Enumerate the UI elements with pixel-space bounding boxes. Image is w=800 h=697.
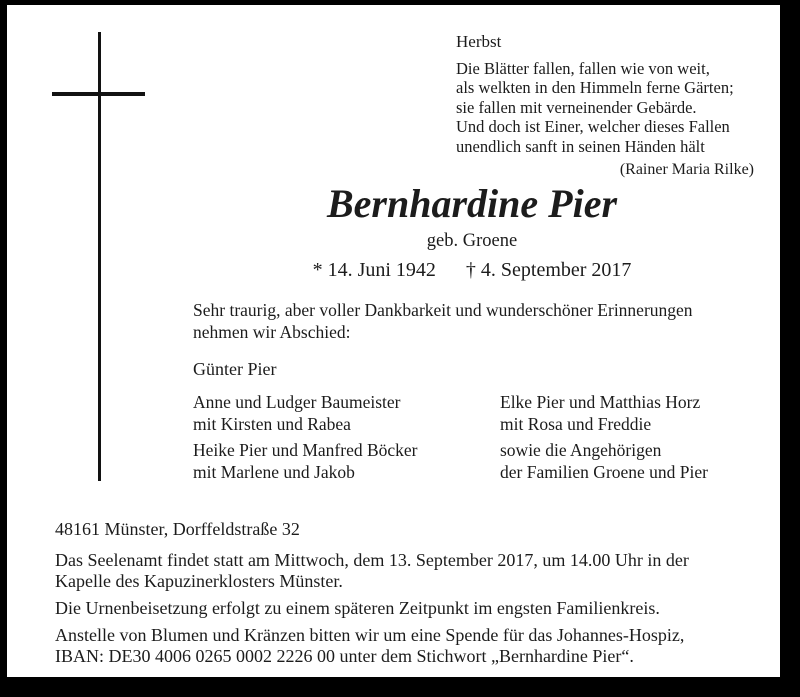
birth-date: * 14. Juni 1942 (312, 259, 436, 281)
mourner-entry (193, 392, 493, 435)
poem-line: als welkten in den Himmeln ferne Gärten; (456, 78, 734, 97)
intro-line: nehmen wir Abschied: (193, 321, 351, 342)
poem-line: sie fallen mit verneinender Gebärde. (456, 97, 697, 117)
obituary-sheet (7, 5, 780, 677)
poem-line: Die Blätter fallen, fallen wie von weit, (456, 58, 710, 78)
mourner-entry (193, 440, 493, 483)
maiden-name: geb. Groene (426, 231, 518, 251)
notice-line: IBAN: DE30 4006 0265 0002 2226 00 unter dem Stichwort „Bernhardine Pier“. (55, 646, 634, 666)
mourner-children-line: mit Rosa und Freddie (500, 413, 652, 434)
mourner-names-line: Elke Pier und Matthias Horz (500, 392, 701, 412)
mourner-entry (500, 440, 762, 483)
dates-line (185, 259, 759, 282)
deceased-name: Bernhardine Pier (326, 181, 618, 226)
notice-paragraph (55, 598, 771, 619)
mourner-names-line: sowie die Angehörigen (500, 440, 662, 460)
poem-attribution: (Rainer Maria Rilke) (619, 161, 754, 178)
notice-paragraph (55, 550, 771, 592)
intro-line: Sehr traurig, aber voller Dankbarkeit und wunderschöner Erinnerungen (193, 300, 693, 320)
poem-section (456, 32, 754, 180)
mourners-left-column (193, 392, 493, 488)
notice-paragraph (55, 625, 771, 667)
mourners-right-column (500, 392, 762, 488)
notice-line: Anstelle von Blumen und Kränzen bitten wir um eine Spende für das Johannes-Hospiz, (55, 625, 685, 645)
funeral-details (55, 519, 771, 673)
mourner-children-line: mit Kirsten und Rabea (193, 413, 351, 434)
cross-vertical-bar (98, 32, 101, 481)
address-line: 48161 Münster, Dorffeldstraße 32 (55, 519, 300, 539)
mourner-entry (500, 392, 762, 435)
poem-line: unendlich sanft in seinen Händen hält (456, 136, 705, 156)
intro-text (193, 300, 693, 343)
first-mourner: Günter Pier (193, 359, 277, 379)
poem-line: Und doch ist Einer, welcher dieses Fallen (456, 117, 730, 136)
mourner-names-line: Anne und Ludger Baumeister (193, 392, 401, 412)
mourner-names-line: Heike Pier und Manfred Böcker (193, 440, 418, 460)
notice-line: Die Urnenbeisetzung erfolgt zu einem späteren Zeitpunkt im engsten Familienkreis. (55, 598, 660, 618)
poem-title: Herbst (456, 32, 502, 51)
notice-line: Das Seelenamt findet statt am Mittwoch, dem 13. September 2017, um 14.00 Uhr in der (55, 550, 689, 570)
death-date: † 4. September 2017 (465, 259, 632, 281)
mourner-children-line: der Familien Groene und Pier (500, 461, 709, 482)
mourner-children-line: mit Marlene und Jakob (193, 461, 355, 482)
cross-horizontal-bar (52, 92, 145, 96)
deceased-block (185, 181, 759, 282)
notice-line: Kapelle des Kapuzinerklosters Münster. (55, 571, 343, 591)
